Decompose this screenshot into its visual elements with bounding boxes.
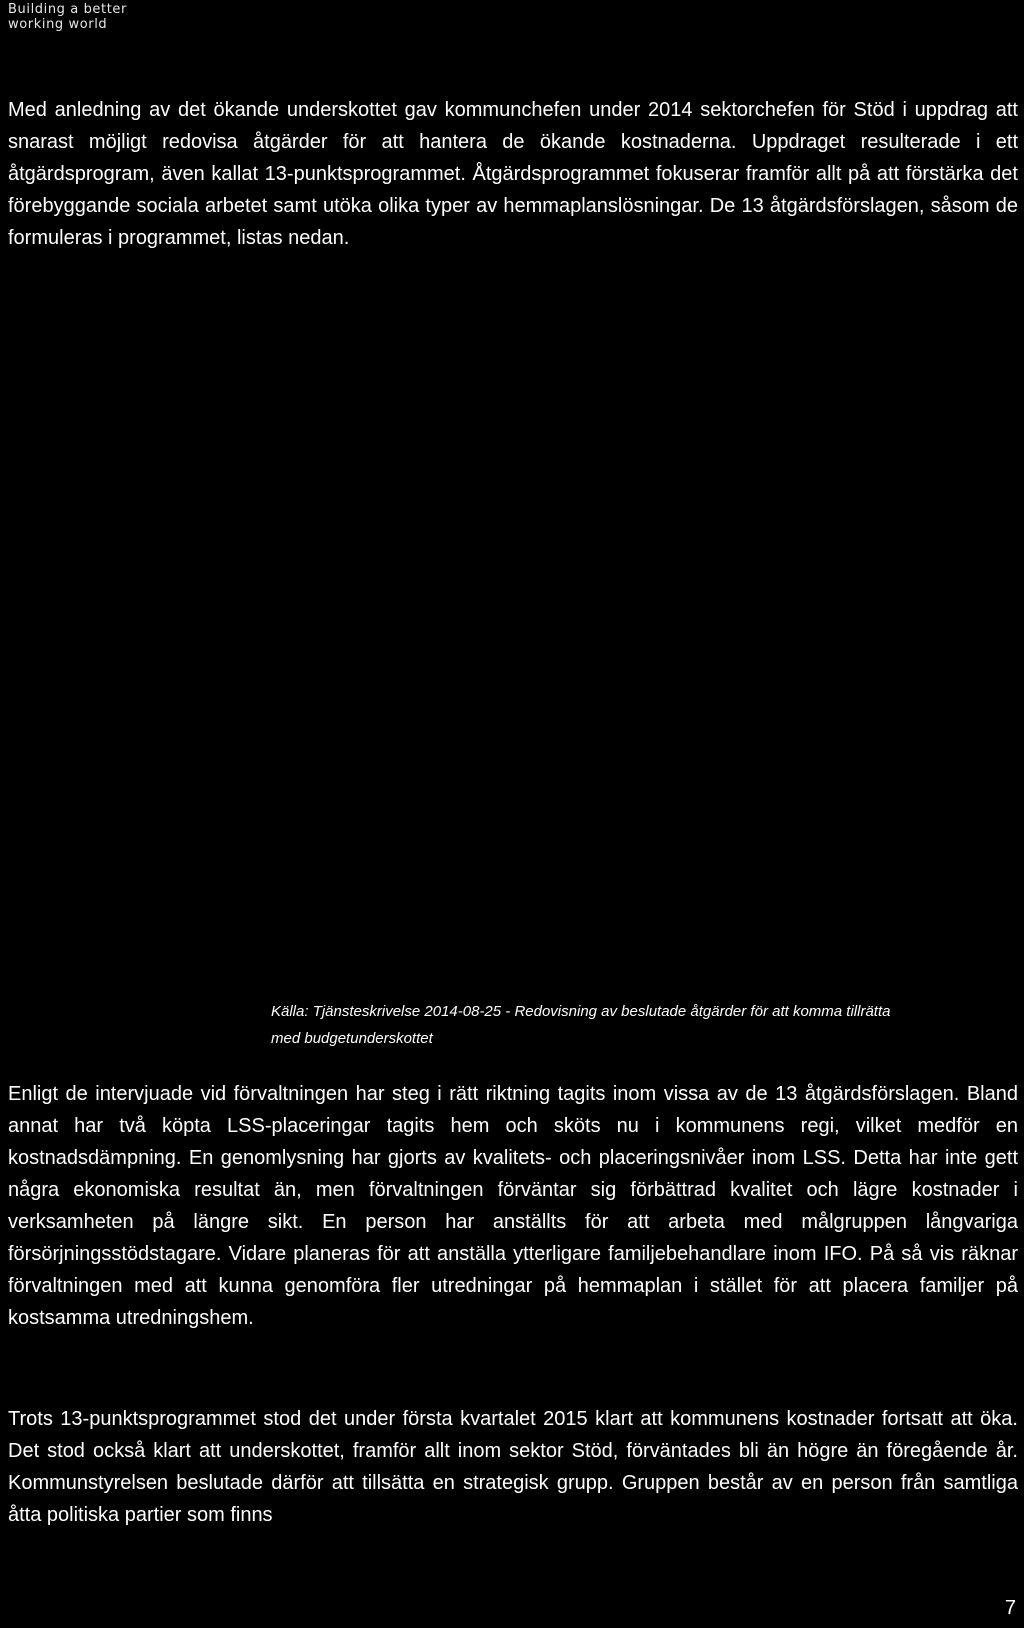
strategic-group-paragraph: Trots 13-punktsprogrammet stod det under första kvartalet 2015 klart att kommunens kostnader fortsatt att öka. Det stod också klart att underskottet, framför allt inom sektor Stöd, förväntades bli än högre än föregående år. Kommunstyrelsen beslutade därför att tillsätta en strategisk grupp. Gruppen består av en person från samtliga åtta politiska partier som finns	[8, 1408, 1018, 1526]
tagline-line-1: Building a better	[8, 2, 127, 17]
intro-paragraph: Med anledning av det ökande underskottet gav kommunchefen under 2014 sektorchefen för Stöd i uppdrag att snarast möjligt redovisa åtgärder för att hantera de ökande kostnaderna. Uppdraget resulterade i ett åtgärdsprogram, även kallat 13-punktsprogrammet. Åtgärdsprogrammet fokuserar framför allt på att förstärka det förebyggande sociala arbetet samt utöka olika typer av hemmaplanslösningar. De 13 åtgärdsförslagen, såsom de formuleras i programmet, listas nedan.	[8, 99, 1018, 249]
source-note: Källa: Tjänsteskrivelse 2014-08-25 - Redovisning av beslutade åtgärder för att komma tillrätta med budgetunderskottet	[271, 1003, 891, 1047]
interview-paragraph: Enligt de intervjuade vid förvaltningen har steg i rätt riktning tagits inom vissa av de 13 åtgärdsförslagen. Bland annat har två köpta LSS-placeringar tagits hem och sköts nu i kommunens regi, vilket medför en kostnadsdämpning. En genomlysning har gjorts av kvalitets- och placeringsnivåer inom LSS. Detta har inte gett några ekonomiska resultat än, men förvaltningen förväntar sig förbättrad kvalitet och lägre kostnader i verksamheten på längre sikt. En person har anställts för att arbeta med målgruppen långvariga försörjningsstödstagare. Vidare planeras för att anställa ytterligare familjebehandlare inom IFO. På så vis räknar förvaltningen med att kunna genomföra fler utredningar på hemmaplan i stället för att placera familjer på kostsamma utredningshem.	[8, 1083, 1018, 1329]
brand-tagline	[8, 2, 127, 32]
page-number: 7	[1004, 1597, 1016, 1619]
tagline-line-2: working world	[8, 17, 108, 32]
